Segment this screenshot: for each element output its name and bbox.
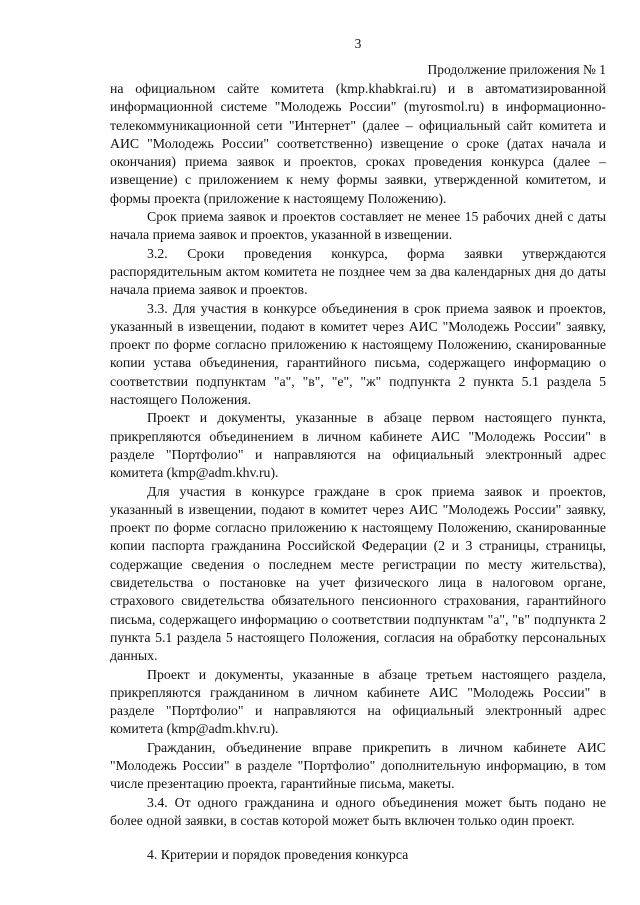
paragraph: 3.4. От одного гражданина и одного объединения может быть подано не более одной заявки, в состав которой может быть включен только один проект. <box>110 794 606 828</box>
paragraph: 3.2. Сроки проведения конкурса, форма заявки утверждаются распорядительным актом комитета не позднее чем за два календарных дня до даты начала приема заявок и проектов. <box>110 245 606 298</box>
paragraph: на официальном сайте комитета (kmp.khabkrai.ru) и в автоматизированной информационной системе "Молодежь России" (myrosmol.ru) в информационно-телекоммуникационной сети "Интернет" (далее – официальный сайт комитета и АИС "Молодежь России" соответственно) извещение о сроке (датах начала и окончания) приема заявок и проектов, сроках проведения конкурса (далее – извещение) с приложением к нему формы заявки, утвержденной комитетом, и формы проекта (приложение к настоящему Положению). <box>110 81 606 206</box>
paragraph: Срок приема заявок и проектов составляет не менее 15 рабочих дней с даты начала приема заявок и проектов, указанной в извещении. <box>110 209 606 243</box>
paragraph: Проект и документы, указанные в абзаце третьем настоящего раздела, прикрепляются гражданином в личном кабинете АИС "Молодежь России" в разделе "Портфолио" и направляются на официальный электронный адрес комитета (kmp@adm.khv.ru). <box>110 666 606 737</box>
document-body <box>110 80 606 864</box>
continuation-label: Продолжение приложения № 1 <box>427 62 606 77</box>
paragraph: 3.3. Для участия в конкурсе объединения в срок приема заявок и проектов, указанный в извещении, подают в комитет через АИС "Молодежь России" заявку, проект по форме согласно приложению к настоящему Положению, сканированные копии устава объединения, гарантийного письма, содержащего информацию о соответствии подпунктам "а", "в", "е", "ж" подпункта 2 пункта 5.1 раздела 5 настоящего Положения. <box>110 300 606 408</box>
paragraph: Проект и документы, указанные в абзаце первом настоящего пункта, прикрепляются объединением в личном кабинете АИС "Молодежь России" в разделе "Портфолио" и направляются на официальный электронный адрес комитета (kmp@adm.khv.ru). <box>110 410 606 481</box>
section-heading: 4. Критерии и порядок проведения конкурса <box>147 847 409 863</box>
page-number: 3 <box>354 36 362 51</box>
paragraph: Для участия в конкурсе граждане в срок приема заявок и проектов, указанный в извещении, подают в комитет через АИС "Молодежь России" заявку, проект по форме согласно приложению к настоящему Положению, сканированные копии паспорта гражданина Российской Федерации (2 и 3 страницы, страницы, содержащие сведения о последнем месте регистрации по месту жительства), свидетельства о постановке на учет физического лица в налоговом органе, страхового свидетельства обязательного пенсионного страхования, гарантийного письма, содержащего информацию о соответствии подпунктам "а", "в" подпункта 2 пункта 5.1 раздела 5 настоящего Положения, согласия на обработку персональных данных. <box>110 483 606 664</box>
paragraph: Гражданин, объединение вправе прикрепить в личном кабинете АИС "Молодежь России" в разделе "Портфолио" дополнительную информацию, в том числе презентацию проекта, гарантийные письма, макеты. <box>110 739 606 792</box>
